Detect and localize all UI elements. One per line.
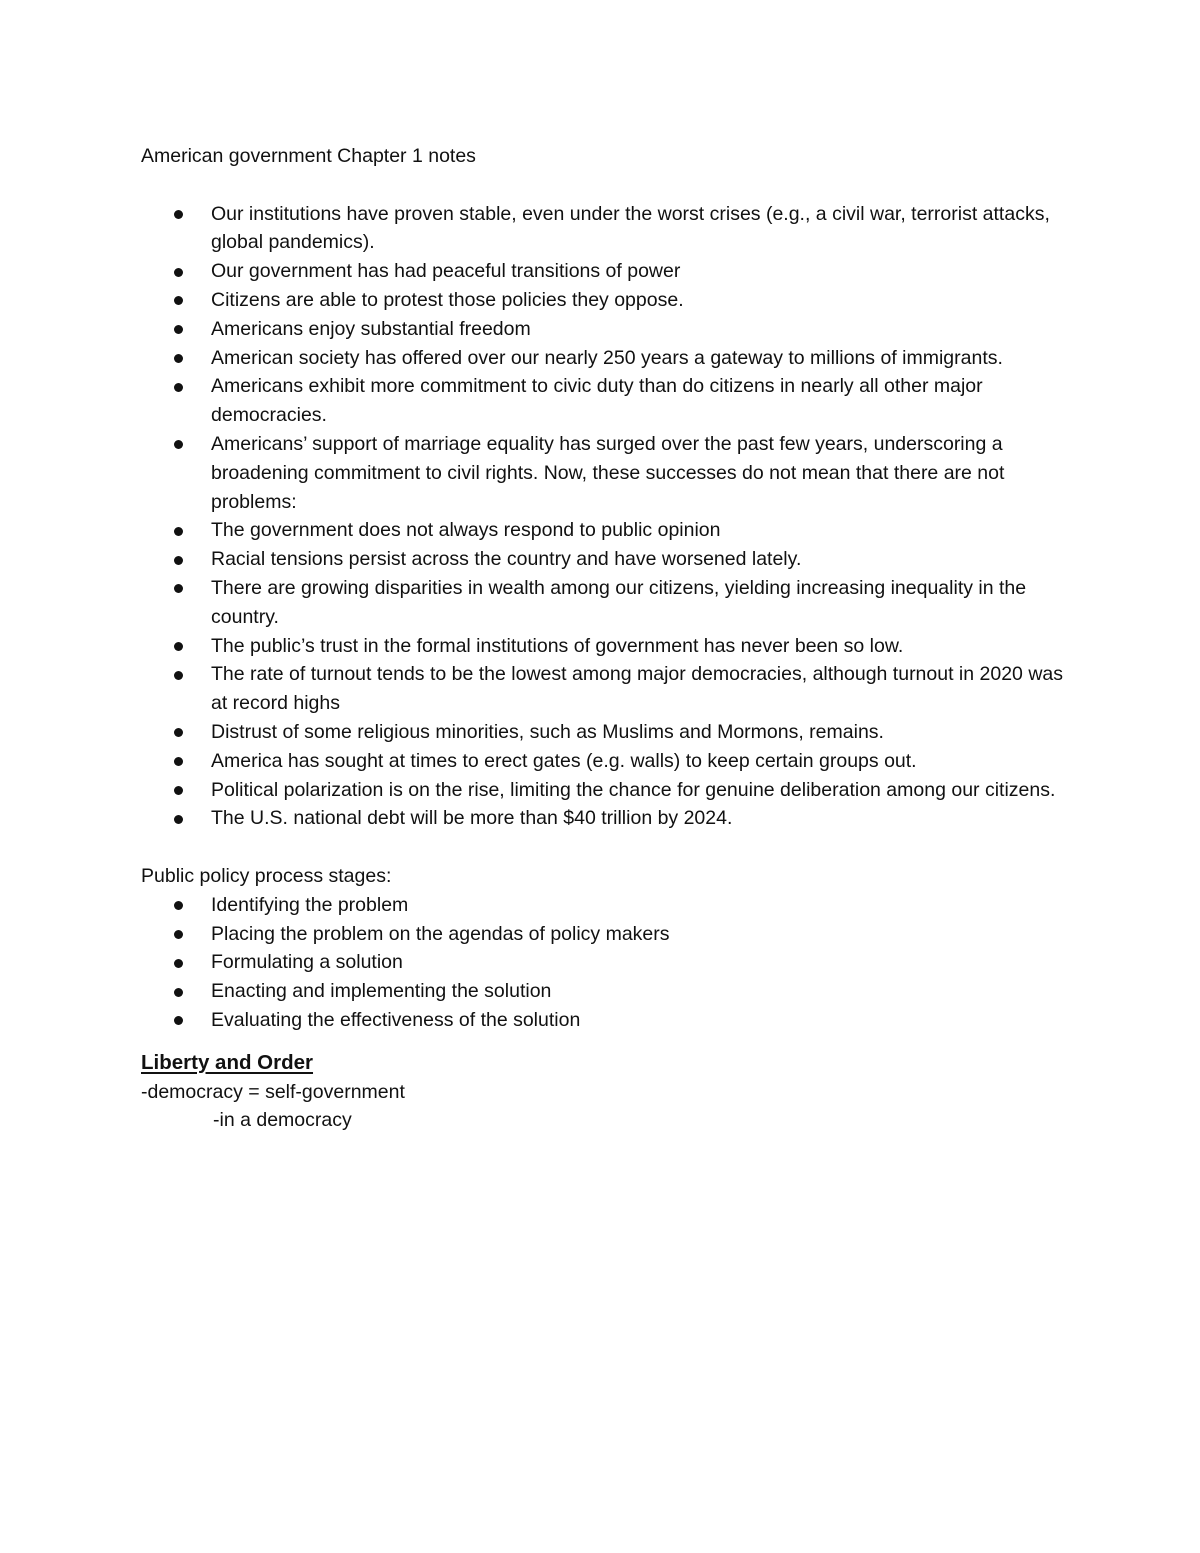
list-item: Our government has had peaceful transitions of power — [141, 257, 1066, 286]
list-item: American society has offered over our nearly 250 years a gateway to millions of immigrants. — [141, 344, 1066, 373]
list-item: Formulating a solution — [141, 948, 1066, 977]
list-item: Enacting and implementing the solution — [141, 977, 1066, 1006]
list-item: Political polarization is on the rise, limiting the chance for genuine deliberation among our citizens. — [141, 776, 1066, 805]
list-item: America has sought at times to erect gates (e.g. walls) to keep certain groups out. — [141, 747, 1066, 776]
document-body — [141, 142, 1066, 1135]
list-item: Placing the problem on the agendas of policy makers — [141, 920, 1066, 949]
text-line-indented: -in a democracy — [213, 1109, 352, 1132]
list-item: Americans’ support of marriage equality has surged over the past few years, underscoring a broadening commitment to civil rights. Now, these successes do not mean that there are not problems: — [141, 430, 1066, 516]
list-item: The U.S. national debt will be more than $40 trillion by 2024. — [141, 804, 1066, 833]
list-item: Americans enjoy substantial freedom — [141, 315, 1066, 344]
policy-stage-list — [141, 891, 1066, 1035]
text-line: -democracy = self-government — [141, 1080, 405, 1103]
list-item: The public’s trust in the formal institutions of government has never been so low. — [141, 632, 1066, 661]
list-item: Racial tensions persist across the country and have worsened lately. — [141, 545, 1066, 574]
document-title: American government Chapter 1 notes — [141, 145, 476, 167]
list-item: Our institutions have proven stable, even under the worst crises (e.g., a civil war, terrorist attacks, global pandemics). — [141, 200, 1066, 258]
list-item: The rate of turnout tends to be the lowest among major democracies, although turnout in 2020 was at record highs — [141, 660, 1066, 718]
blank-line — [141, 833, 1066, 862]
blank-line — [141, 171, 1066, 200]
list-item: Americans exhibit more commitment to civic duty than do citizens in nearly all other major democracies. — [141, 372, 1066, 430]
list-item: Identifying the problem — [141, 891, 1066, 920]
section-heading: Liberty and Order — [141, 1050, 314, 1074]
list-item: There are growing disparities in wealth among our citizens, yielding increasing inequality in the country. — [141, 574, 1066, 632]
main-bullet-list — [141, 200, 1066, 834]
list-item: Evaluating the effectiveness of the solution — [141, 1006, 1066, 1035]
list-item: The government does not always respond to public opinion — [141, 516, 1066, 545]
list-item: Citizens are able to protest those policies they oppose. — [141, 286, 1066, 315]
list-item: Distrust of some religious minorities, such as Muslims and Mormons, remains. — [141, 718, 1066, 747]
policy-heading: Public policy process stages: — [141, 864, 392, 887]
